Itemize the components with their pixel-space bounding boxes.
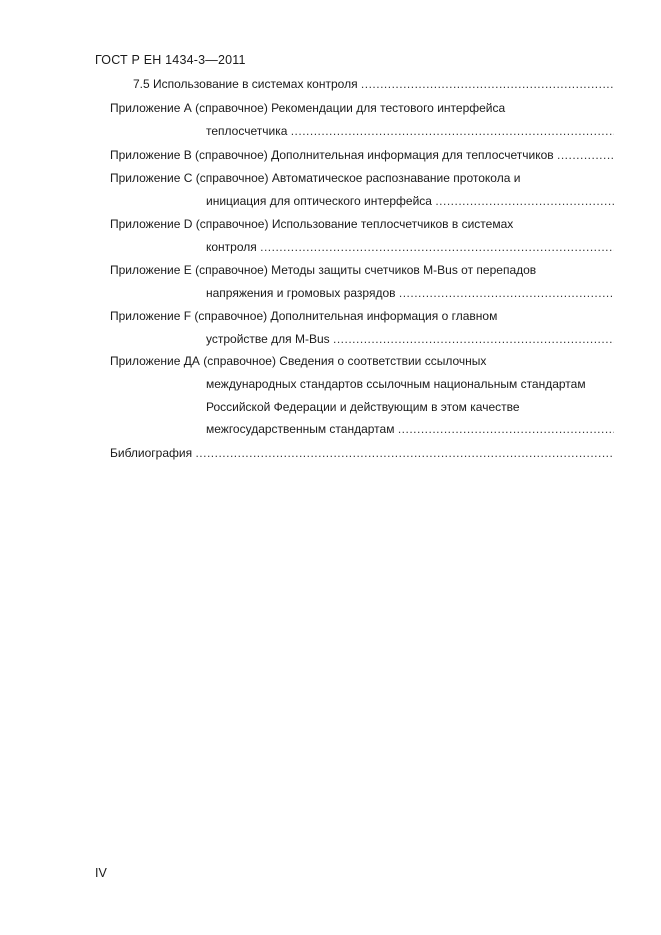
toc-line xyxy=(110,213,614,236)
word: для xyxy=(356,101,377,115)
word: о xyxy=(441,309,449,323)
word: тестового xyxy=(380,101,434,115)
word: Приложение xyxy=(110,217,181,231)
word: С xyxy=(183,171,193,185)
word: D xyxy=(183,217,193,231)
word: этом xyxy=(440,399,467,414)
leader-dots xyxy=(260,240,614,254)
toc-entry-label: напряжения и громовых разрядов xyxy=(206,285,396,300)
toc-line xyxy=(110,305,614,328)
toc-entry-label: теплосчетчика xyxy=(206,123,288,138)
word: распознавание xyxy=(365,171,450,185)
leader-dots xyxy=(291,124,614,138)
word: (справочное) xyxy=(195,101,268,115)
document-header: ГОСТ Р ЕН 1434-3—2011 xyxy=(95,53,246,67)
toc-entry-appendix-c[interactable] xyxy=(110,167,614,213)
word: Приложение xyxy=(110,263,181,277)
toc-entry-appendix-d[interactable] xyxy=(110,213,614,259)
toc-entry-7-5[interactable] xyxy=(133,73,614,96)
word: Приложение xyxy=(110,354,181,368)
word: и xyxy=(513,171,521,185)
toc-entry-label: инициация для оптического интерфейса xyxy=(206,193,432,208)
leader-dots xyxy=(333,332,614,346)
word: ссылочным xyxy=(366,376,431,391)
word: теплосчетчиков xyxy=(360,217,449,231)
word: перепадов xyxy=(476,263,537,277)
word: национальным xyxy=(433,376,518,391)
word: в xyxy=(431,399,438,414)
page-number: IV xyxy=(95,866,107,880)
word: F xyxy=(183,309,192,323)
toc-line xyxy=(206,373,614,396)
word: Е xyxy=(183,263,192,277)
word: главном xyxy=(451,309,498,323)
word: действующим xyxy=(349,399,428,414)
word: Федерации xyxy=(273,399,337,414)
toc-line xyxy=(110,259,614,282)
word: протокола xyxy=(453,171,511,185)
word: Приложение xyxy=(110,309,181,323)
word: Российской xyxy=(206,399,271,414)
word: ДА xyxy=(183,354,200,368)
toc-entry-appendix-da[interactable] xyxy=(110,350,614,441)
word: ссылочных xyxy=(424,354,487,368)
word: информация xyxy=(366,309,439,323)
word: интерфейса xyxy=(437,101,506,115)
toc-line xyxy=(110,97,614,120)
toc-entry-label: устройстве для M-Bus xyxy=(206,331,330,346)
toc-entry-label: Библиография xyxy=(110,446,193,460)
word: Рекомендации xyxy=(271,101,353,115)
word: качестве xyxy=(470,399,520,414)
word: от xyxy=(461,263,474,277)
word: Приложение xyxy=(110,171,181,185)
leader-dots xyxy=(398,422,614,436)
word: (справочное) xyxy=(195,263,268,277)
word: (справочное) xyxy=(195,171,269,185)
leader-dots xyxy=(361,77,614,91)
word: (справочное) xyxy=(203,354,276,368)
word: соответствии xyxy=(347,354,422,368)
toc-entry-label: Приложение В (справочное) Дополнительная информация для теплосчетчиков xyxy=(110,148,554,162)
word: Автоматическое xyxy=(271,171,363,185)
word: стандартов xyxy=(299,376,363,391)
word: системах xyxy=(461,217,514,231)
toc-line xyxy=(110,167,614,190)
word: Методы xyxy=(271,263,315,277)
leader-dots xyxy=(435,194,614,208)
toc-line xyxy=(206,396,614,419)
word: Использование xyxy=(271,217,358,231)
toc-entry-bibliography[interactable] xyxy=(110,442,614,465)
toc-entry-appendix-b[interactable] xyxy=(110,144,614,167)
word: А xyxy=(183,101,192,115)
toc-entry-label: 7.5 Использование в системах контроля xyxy=(133,77,358,91)
word: (справочное) xyxy=(195,217,269,231)
word: международных xyxy=(206,376,297,391)
word: защиты xyxy=(318,263,362,277)
toc-entry-appendix-e[interactable] xyxy=(110,259,614,305)
toc-line xyxy=(110,350,614,373)
leader-dots xyxy=(195,446,614,460)
word: о xyxy=(337,354,345,368)
toc-entry-appendix-a[interactable] xyxy=(110,97,614,143)
toc-entry-label: контроля xyxy=(206,239,257,254)
leader-dots xyxy=(399,286,614,300)
word: стандартам xyxy=(520,376,586,391)
toc-entry-appendix-f[interactable] xyxy=(110,305,614,351)
word: Дополнительная xyxy=(270,309,364,323)
word: Приложение xyxy=(110,101,181,115)
word: (справочное) xyxy=(194,309,268,323)
leader-dots xyxy=(557,148,614,162)
word: Сведения xyxy=(279,354,335,368)
word: и xyxy=(339,399,347,414)
word: счетчиков xyxy=(364,263,420,277)
word: в xyxy=(451,217,459,231)
word: M-Bus xyxy=(423,263,458,277)
toc-entry-label: межгосударственным стандартам xyxy=(206,422,395,437)
